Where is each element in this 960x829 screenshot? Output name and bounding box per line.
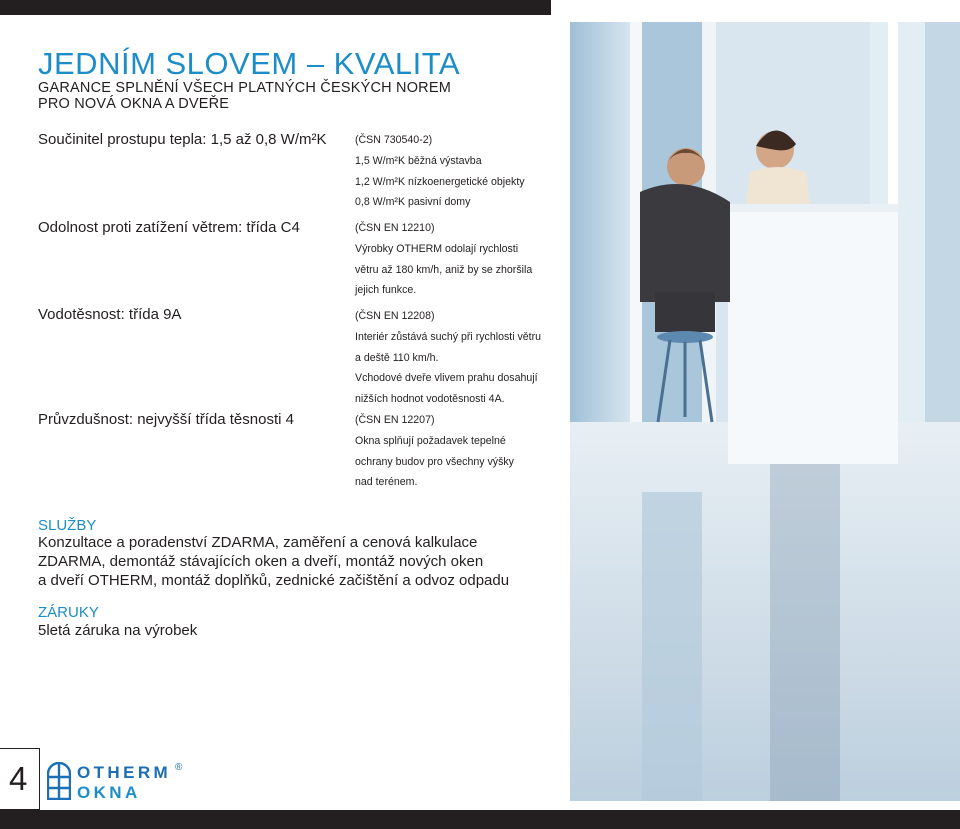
- property-desc-line: jejich funkce.: [355, 284, 417, 297]
- services-line: a dveří OTHERM, montáž doplňků, zednické začištění a odvoz odpadu: [38, 572, 510, 589]
- property-desc-line: Vchodové dveře vlivem prahu dosahují: [355, 372, 538, 385]
- property-title-watertightness: Vodotěsnost: třída 9A: [38, 306, 182, 323]
- property-desc-heat-transfer: [355, 130, 525, 213]
- property-desc-line: 1,2 W/m²K nízkoenergetické objekty: [355, 175, 525, 188]
- page-number: 4: [9, 760, 28, 797]
- property-desc-line: a deště 110 km/h.: [355, 351, 439, 364]
- property-desc-line: Interiér zůstává suchý při rychlosti větru: [355, 330, 542, 343]
- services-line: ZDARMA, demontáž stávajících oken a dveří, montáž nových oken: [38, 553, 484, 570]
- property-desc-wind: [355, 218, 532, 301]
- warranty-heading: ZÁRUKY: [38, 604, 99, 621]
- property-desc-line: nad terénem.: [355, 476, 418, 489]
- services-line: Konzultace a poradenství ZDARMA, zaměření a cenová kalkulace: [38, 534, 478, 551]
- window-logo-icon: [47, 762, 71, 805]
- property-desc-line: (ČSN EN 12208): [355, 310, 435, 322]
- office-photo-illustration: [570, 22, 960, 801]
- subtitle-line-2: PRO NOVÁ OKNA A DVEŘE: [38, 96, 230, 112]
- property-desc-watertightness: [355, 306, 541, 410]
- property-title-heat-transfer: Součinitel prostupu tepla: 1,5 až 0,8 W/m²K: [38, 131, 327, 148]
- property-desc-line: (ČSN 730540-2): [355, 134, 433, 146]
- warranty-text: 5letá záruka na výrobek: [38, 622, 198, 639]
- property-desc-line: nižších hodnot vodotěsnosti 4A.: [355, 393, 505, 406]
- property-desc-line: (ČSN EN 12210): [355, 222, 435, 234]
- property-desc-line: 1,5 W/m²K běžná výstavba: [355, 154, 482, 167]
- property-desc-line: větru až 180 km/h, aniž by se zhoršila: [355, 263, 533, 276]
- services-heading: SLUŽBY: [38, 517, 97, 534]
- logo-okna: OKNA: [77, 783, 141, 802]
- property-title-air-permeability: Průvzdušnost: nejvyšší třída těsnosti 4: [38, 411, 294, 428]
- subtitle-line-1: GARANCE SPLNĚNÍ VŠECH PLATNÝCH ČESKÝCH NOREM: [38, 80, 452, 96]
- property-desc-line: Výrobky OTHERM odolají rychlosti: [355, 242, 519, 255]
- property-desc-line: 0,8 W/m²K pasivní domy: [355, 196, 471, 209]
- property-desc-line: ochrany budov pro všechny výšky: [355, 455, 514, 468]
- top-bar: [0, 0, 551, 15]
- office-photo: [570, 22, 960, 801]
- property-desc-line: Okna splňují požadavek tepelné: [355, 434, 506, 447]
- bottom-bar: [0, 810, 960, 829]
- property-desc-air-permeability: [355, 410, 514, 493]
- page-title: JEDNÍM SLOVEM – KVALITA: [38, 46, 461, 81]
- property-desc-line: (ČSN EN 12207): [355, 414, 435, 426]
- registered-mark: ®: [175, 762, 183, 773]
- property-title-wind: Odolnost proti zatížení větrem: třída C4: [38, 219, 300, 236]
- logo-otherm: OTHERM: [77, 763, 172, 782]
- services-text: [38, 533, 509, 590]
